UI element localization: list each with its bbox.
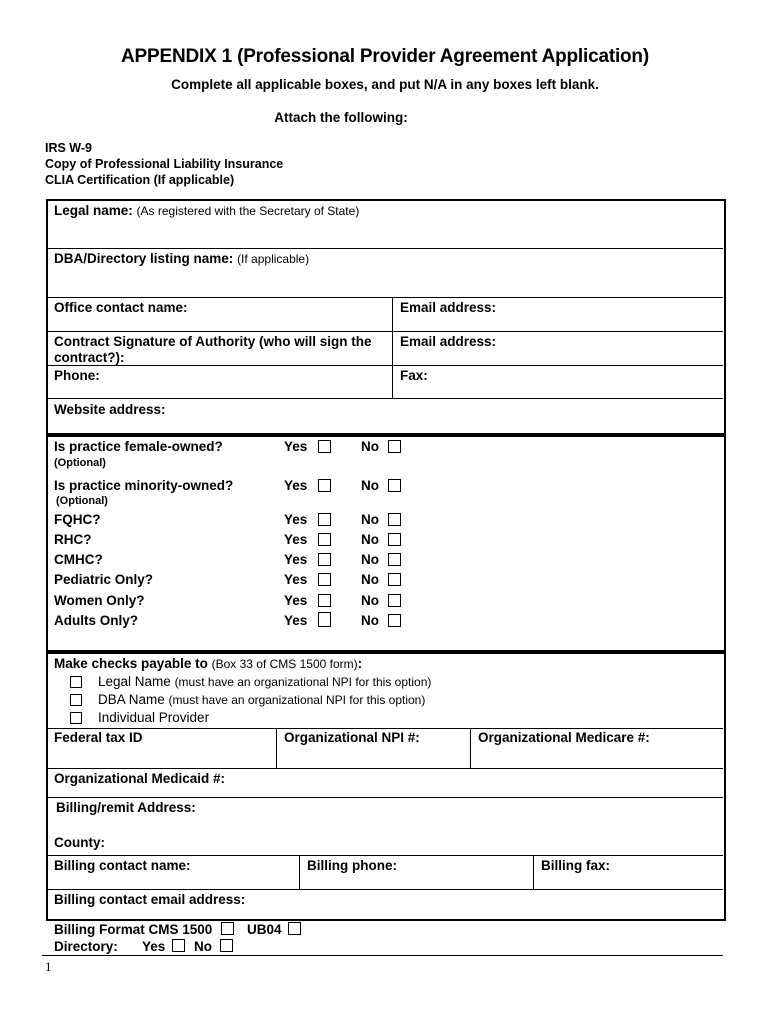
question-label: Is practice minority-owned? <box>54 478 234 493</box>
no-checkbox[interactable] <box>388 594 401 607</box>
yes-label: Yes <box>284 552 308 567</box>
email-field[interactable]: Email address: <box>400 300 497 315</box>
fax-field[interactable]: Fax: <box>400 368 428 383</box>
page-number: 1 <box>45 959 52 974</box>
question-label: Adults Only? <box>54 613 138 628</box>
yes-label: Yes <box>284 478 308 493</box>
yes-checkbox[interactable] <box>318 594 331 607</box>
optional-note: (Optional) <box>56 495 108 507</box>
directory-no-label: No <box>194 939 212 954</box>
yes-label: Yes <box>284 613 308 628</box>
yes-checkbox[interactable] <box>318 553 331 566</box>
no-checkbox[interactable] <box>388 440 401 453</box>
yes-checkbox[interactable] <box>318 479 331 492</box>
yes-checkbox[interactable] <box>318 513 331 526</box>
individual-provider-checkbox[interactable] <box>70 712 82 724</box>
no-label: No <box>361 593 379 608</box>
instructions: Complete all applicable boxes, and put N/A in any boxes left blank. <box>171 77 599 92</box>
directory-label: Directory: <box>54 939 118 954</box>
directory-yes-checkbox[interactable] <box>172 939 185 952</box>
optional-note: (Optional) <box>54 457 106 469</box>
attach-heading: Attach the following: <box>274 110 408 125</box>
dba-name-field[interactable]: DBA/Directory listing name: (If applicable) <box>54 251 310 266</box>
yes-label: Yes <box>284 572 308 587</box>
question-label: FQHC? <box>54 512 101 527</box>
org-medicare-field[interactable]: Organizational Medicare #: <box>478 730 650 745</box>
no-label: No <box>361 532 379 547</box>
billing-format-label: Billing Format CMS 1500 <box>54 922 213 937</box>
directory-no-checkbox[interactable] <box>220 939 233 952</box>
billing-contact-field[interactable]: Billing contact name: <box>54 858 191 873</box>
website-field[interactable]: Website address: <box>54 402 166 417</box>
ub04-label: UB04 <box>247 922 282 937</box>
yes-label: Yes <box>284 532 308 547</box>
no-label: No <box>361 613 379 628</box>
yes-checkbox[interactable] <box>318 573 331 586</box>
signature-email-field[interactable]: Email address: <box>400 334 497 349</box>
dba-name-option: DBA Name (must have an organizational NPI for this option) <box>98 692 426 707</box>
question-label: RHC? <box>54 532 92 547</box>
org-medicaid-field[interactable]: Organizational Medicaid #: <box>54 771 226 786</box>
billing-phone-field[interactable]: Billing phone: <box>307 858 397 873</box>
yes-label: Yes <box>284 512 308 527</box>
practice-type-section <box>46 433 726 654</box>
no-label: No <box>361 512 379 527</box>
yes-label: Yes <box>284 593 308 608</box>
org-npi-field[interactable]: Organizational NPI #: <box>284 730 420 745</box>
signature-authority-label-cont: contract?): <box>54 350 125 365</box>
yes-checkbox[interactable] <box>318 612 331 627</box>
yes-checkbox[interactable] <box>318 533 331 546</box>
federal-tax-id-field[interactable]: Federal tax ID <box>54 730 143 745</box>
yes-checkbox[interactable] <box>318 440 331 453</box>
ub04-checkbox[interactable] <box>288 922 301 935</box>
attachment-item: CLIA Certification (If applicable) <box>45 173 235 187</box>
make-checks-payable-label: Make checks payable to (Box 33 of CMS 1500 form): <box>54 656 363 671</box>
question-label: Women Only? <box>54 593 145 608</box>
question-label: Is practice female-owned? <box>54 439 223 454</box>
billing-email-field[interactable]: Billing contact email address: <box>54 892 246 907</box>
no-label: No <box>361 572 379 587</box>
no-checkbox[interactable] <box>388 553 401 566</box>
billing-address-field[interactable]: Billing/remit Address: <box>56 800 196 815</box>
legal-name-checkbox[interactable] <box>70 676 82 688</box>
no-label: No <box>361 439 379 454</box>
office-contact-field[interactable]: Office contact name: <box>54 300 188 315</box>
cms1500-checkbox[interactable] <box>221 922 234 935</box>
yes-label: Yes <box>284 439 308 454</box>
page-title: APPENDIX 1 (Professional Provider Agreement Application) <box>121 46 649 67</box>
attachment-item: Copy of Professional Liability Insurance <box>45 157 284 171</box>
question-label: CMHC? <box>54 552 103 567</box>
county-field[interactable]: County: <box>54 835 105 850</box>
no-checkbox[interactable] <box>388 573 401 586</box>
billing-fax-field[interactable]: Billing fax: <box>541 858 611 873</box>
no-checkbox[interactable] <box>388 513 401 526</box>
no-checkbox[interactable] <box>388 533 401 546</box>
no-checkbox[interactable] <box>388 479 401 492</box>
legal-name-option: Legal Name (must have an organizational NPI for this option) <box>98 674 432 689</box>
no-label: No <box>361 552 379 567</box>
phone-field[interactable]: Phone: <box>54 368 100 383</box>
attachment-item: IRS W-9 <box>45 141 92 155</box>
individual-provider-option: Individual Provider <box>98 710 210 725</box>
dba-name-checkbox[interactable] <box>70 694 82 706</box>
no-label: No <box>361 478 379 493</box>
directory-yes-label: Yes <box>142 939 166 954</box>
question-label: Pediatric Only? <box>54 572 154 587</box>
signature-authority-field[interactable]: Contract Signature of Authority (who will sign the <box>54 334 372 349</box>
no-checkbox[interactable] <box>388 614 401 627</box>
legal-name-field[interactable]: Legal name: (As registered with the Secretary of State) <box>54 203 360 218</box>
